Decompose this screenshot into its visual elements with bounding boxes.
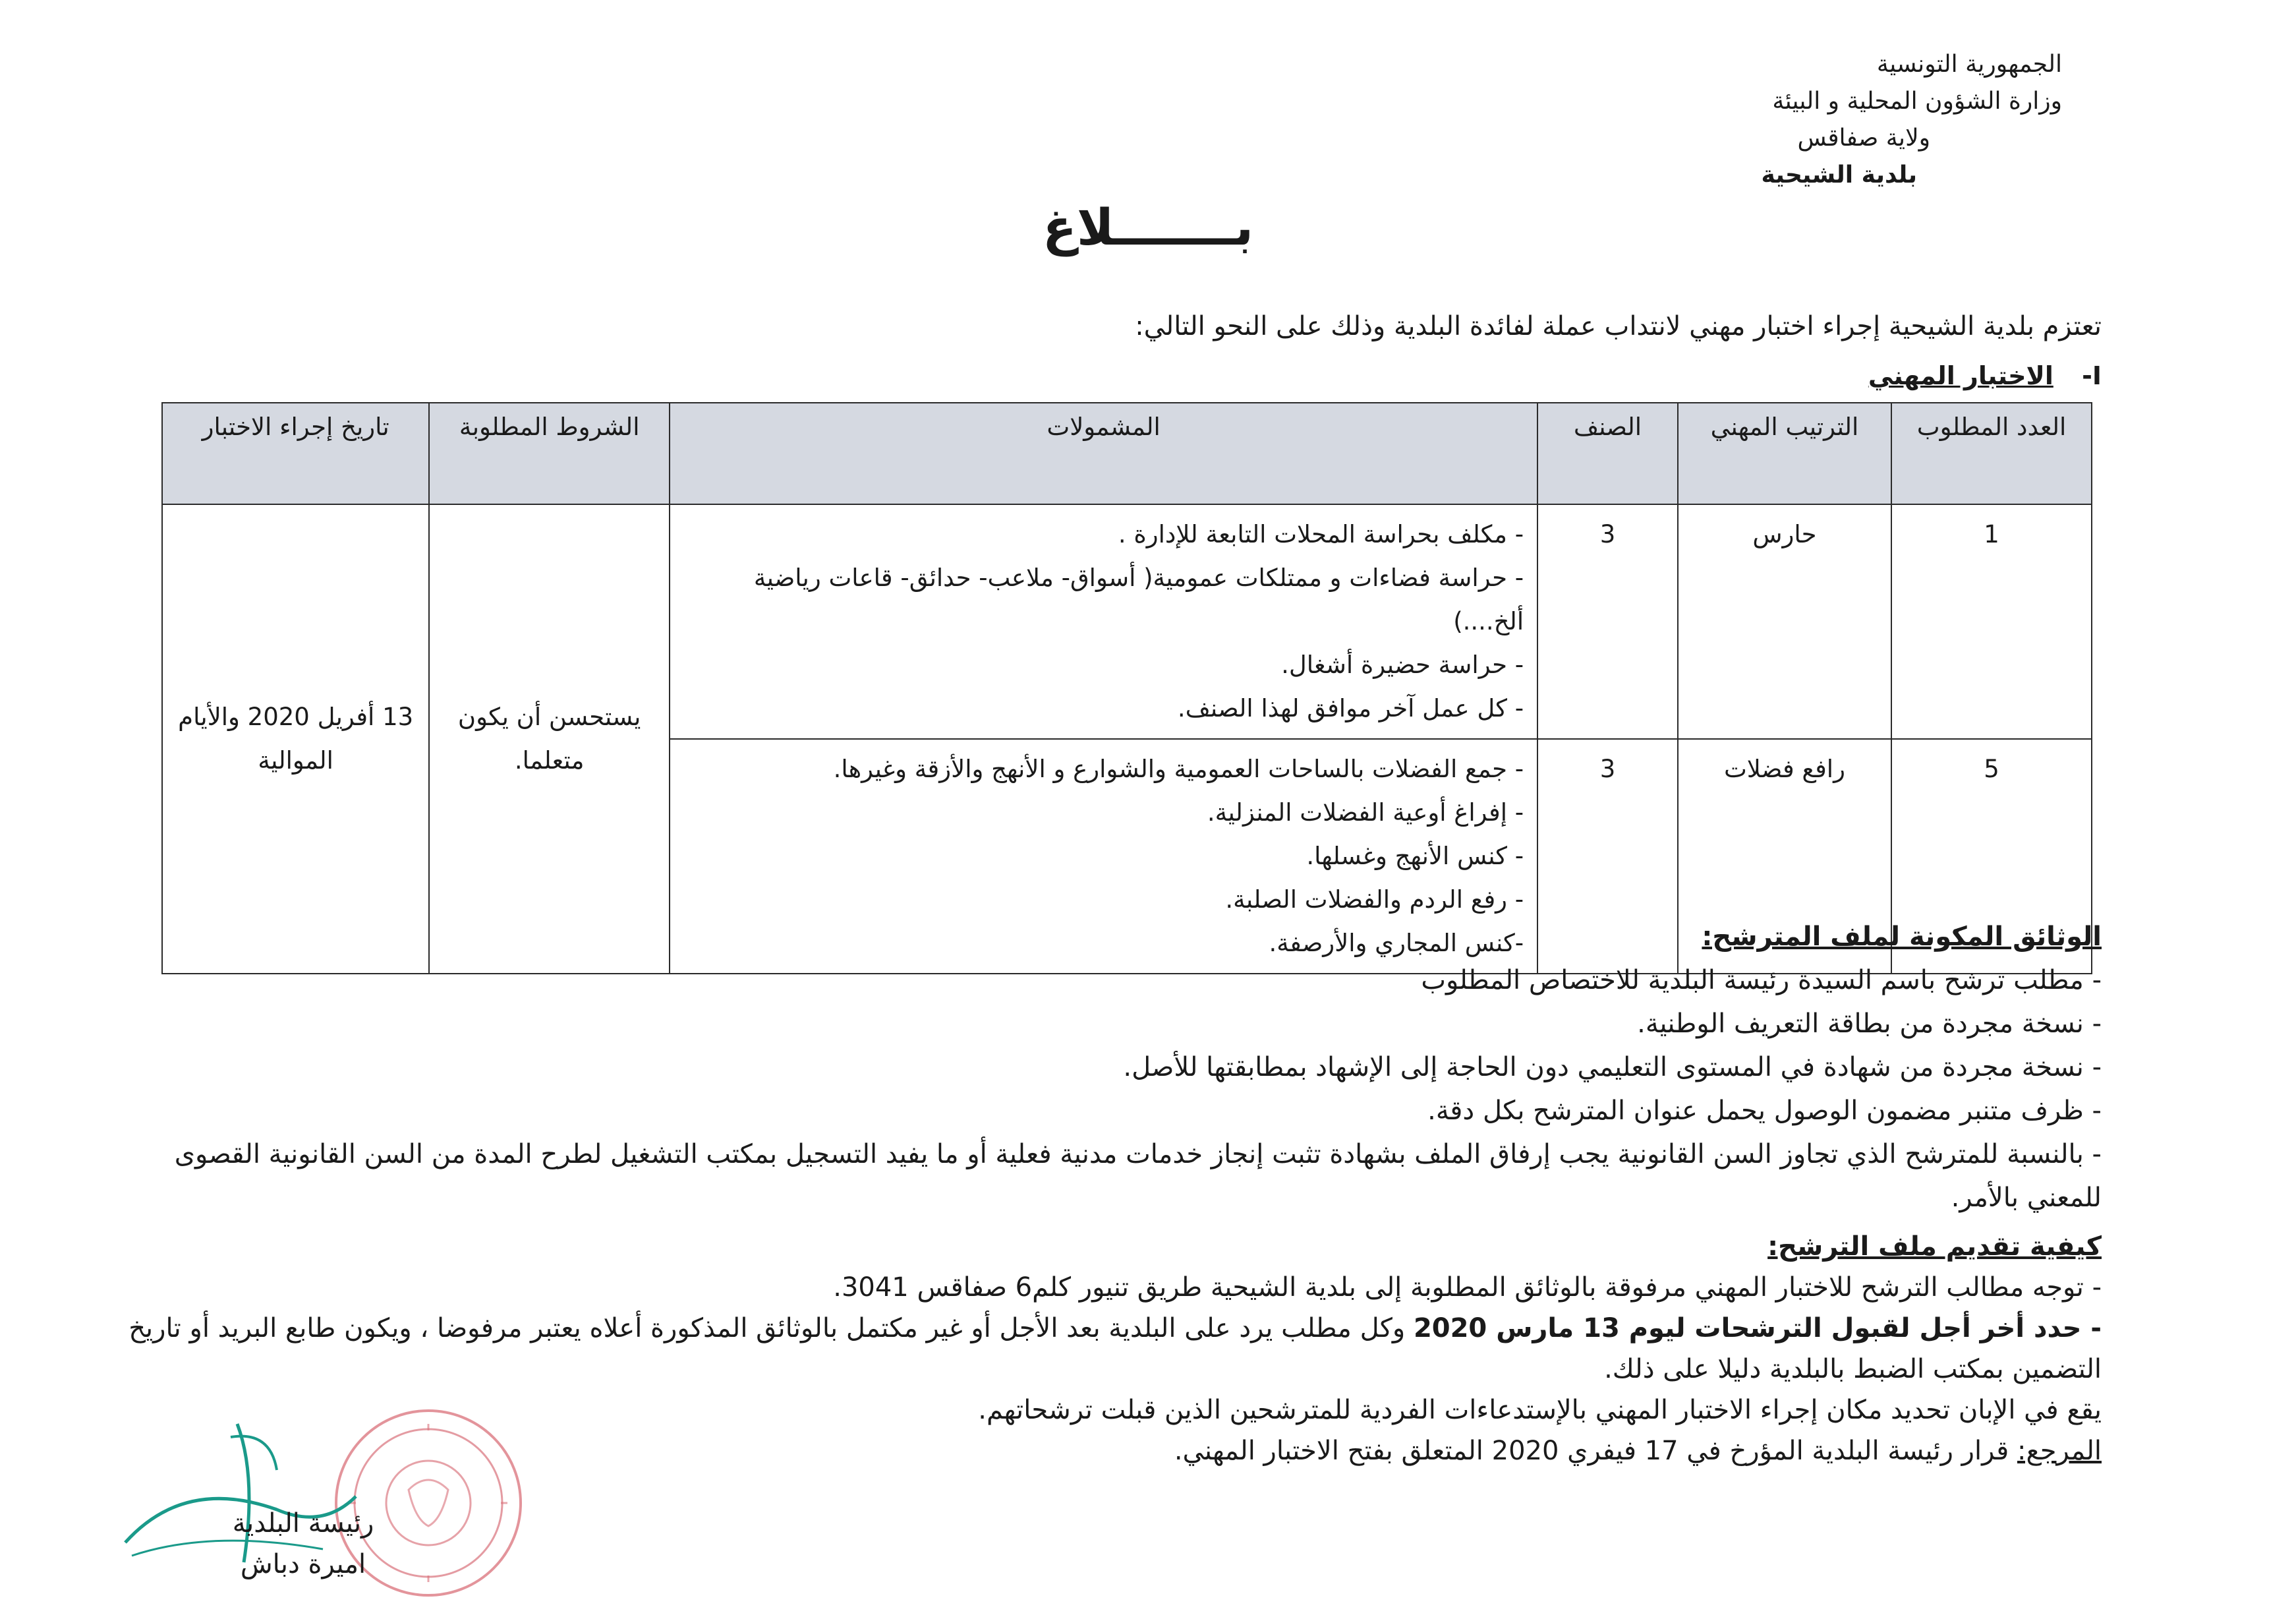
list-item: - نسخة مجردة من بطاقة التعريف الوطنية. — [1637, 1009, 2102, 1039]
table-row — [162, 504, 2092, 739]
list-item: - حراسة فضاءات و ممتلكات عمومية( أسواق- ملاعب- حدائق- قاعات رياضية ألخ....) — [753, 564, 1524, 635]
header-count: العدد المطلوب — [1891, 403, 2092, 504]
list-item: - كل عمل آخر موافق لهذا الصنف. — [1177, 694, 1524, 722]
reference-text: قرار رئيسة البلدية المؤرخ في 17 فيفري 2020 المتعلق بفتح الاختبار المهني. — [1174, 1436, 2017, 1466]
section-professional-test — [1868, 361, 2102, 390]
section-number: I- — [2082, 361, 2102, 390]
cell-grade: 3 — [1537, 504, 1678, 739]
table-header-row — [162, 403, 2092, 504]
list-item: - حراسة حضيرة أشغال. — [1281, 651, 1524, 679]
list-item: - مطلب ترشح باسم السيدة رئيسة البلدية للاختصاص المطلوب — [1421, 965, 2102, 995]
intro-paragraph: تعتزم بلدية الشيحية إجراء اختبار مهني لانتداب عملة لفائدة البلدية وذلك على النحو التالي: — [1135, 311, 2102, 341]
official-header — [1469, 46, 2062, 194]
header-rank: الترتيب المهني — [1678, 403, 1891, 504]
list-item: - رفع الردم والفضلات الصلبة. — [1225, 885, 1524, 914]
cell-conditions: يستحسن أن يكون متعلما. — [429, 504, 670, 974]
section-label: الاختبار المهني — [1868, 361, 2053, 390]
list-item: - جمع الفضلات بالساحات العمومية والشوارع و الأنهج والأزقة وغيرها. — [833, 755, 1524, 783]
submission-address: - توجه مطالب الترشح للاختبار المهني مرفوقة بالوثائق المطلوبة إلى بلدية الشيحية طريق تنيور كلم6 صفاقس 3041. — [833, 1272, 2102, 1303]
header-grade: الصنف — [1537, 403, 1678, 504]
cell-count: 5 — [1891, 739, 2092, 974]
list-item: - مكلف بحراسة المحلات التابعة للإدارة . — [1118, 520, 1524, 548]
signature-block — [185, 1503, 422, 1585]
cell-count: 1 — [1891, 504, 2092, 739]
submission-convocation: يقع في الإبان تحديد مكان إجراء الاختبار المهني بالإستدعاءات الفردية للمترشحين الذين قبلت ترشحاتهم. — [978, 1395, 2102, 1425]
cell-rank: حارس — [1678, 504, 1891, 739]
list-item: - كنس الأنهج وغسلها. — [1306, 842, 1524, 870]
documents-section — [125, 915, 2102, 1220]
list-item: - ظرف متنبر مضمون الوصول يحمل عنوان المترشح بكل دقة. — [1427, 1096, 2102, 1126]
list-item: - بالنسبة للمترشح الذي تجاوز السن القانونية يجب إرفاق الملف بشهادة تثبت إنجاز خدمات مدنية فعلية أو ما يفيد التسجيل بمكتب التشغيل لطرح المدة من السن القانونية القصوى للمعني بالأمر. — [174, 1139, 2102, 1213]
list-item: -كنس المجاري والأرصفة. — [1269, 929, 1524, 957]
header-republic: الجمهورية التونسية — [1876, 51, 2062, 78]
cell-duties — [670, 504, 1537, 739]
header-duties: المشمولات — [670, 403, 1537, 504]
header-municipality: بلدية الشيحية — [1761, 162, 1917, 189]
signatory-name: اميرة دباش — [240, 1549, 366, 1579]
submission-heading: كيفية تقديم ملف الترشح: — [1767, 1231, 2102, 1262]
header-ministry: وزارة الشؤون المحلية و البيئة — [1772, 88, 2062, 115]
submission-deadline — [125, 1308, 2102, 1390]
header-date: تاريخ إجراء الاختبار — [162, 403, 429, 504]
page-title: بـــــــلاغ — [1043, 198, 1253, 256]
cell-date: 13 أفريل 2020 والأيام الموالية — [162, 504, 429, 974]
positions-table — [161, 402, 2092, 974]
documents-heading: الوثائق المكونة لملف المترشح: — [1702, 922, 2102, 952]
reference-label: المرجع: — [2017, 1436, 2102, 1466]
signatory-title: رئيسة البلدية — [232, 1508, 374, 1539]
list-item: - نسخة مجردة من شهادة في المستوى التعليمي دون الحاجة إلى الإشهاد بمطابقتها للأصل. — [1123, 1052, 2102, 1082]
cell-grade: 3 — [1537, 739, 1678, 974]
deadline-date: - حدد أخر أجل لقبول الترشحات ليوم 13 مارس 2020 — [1413, 1313, 2102, 1343]
header-conditions: الشروط المطلوبة — [429, 403, 670, 504]
list-item: - إفراغ أوعية الفضلات المنزلية. — [1207, 798, 1524, 827]
cell-rank: رافع فضلات — [1678, 739, 1891, 974]
deadline-note: وكل مطلب يرد على البلدية بعد الأجل أو غير مكتمل بالوثائق المذكورة أعلاه يعتبر مرفوضا ، ويكون طابع البريد أو تاريخ التضمين بمكتب الضبط بالبلدية دليلا على ذلك. — [129, 1313, 2102, 1384]
header-governorate: ولاية صفاقس — [1797, 125, 1930, 152]
